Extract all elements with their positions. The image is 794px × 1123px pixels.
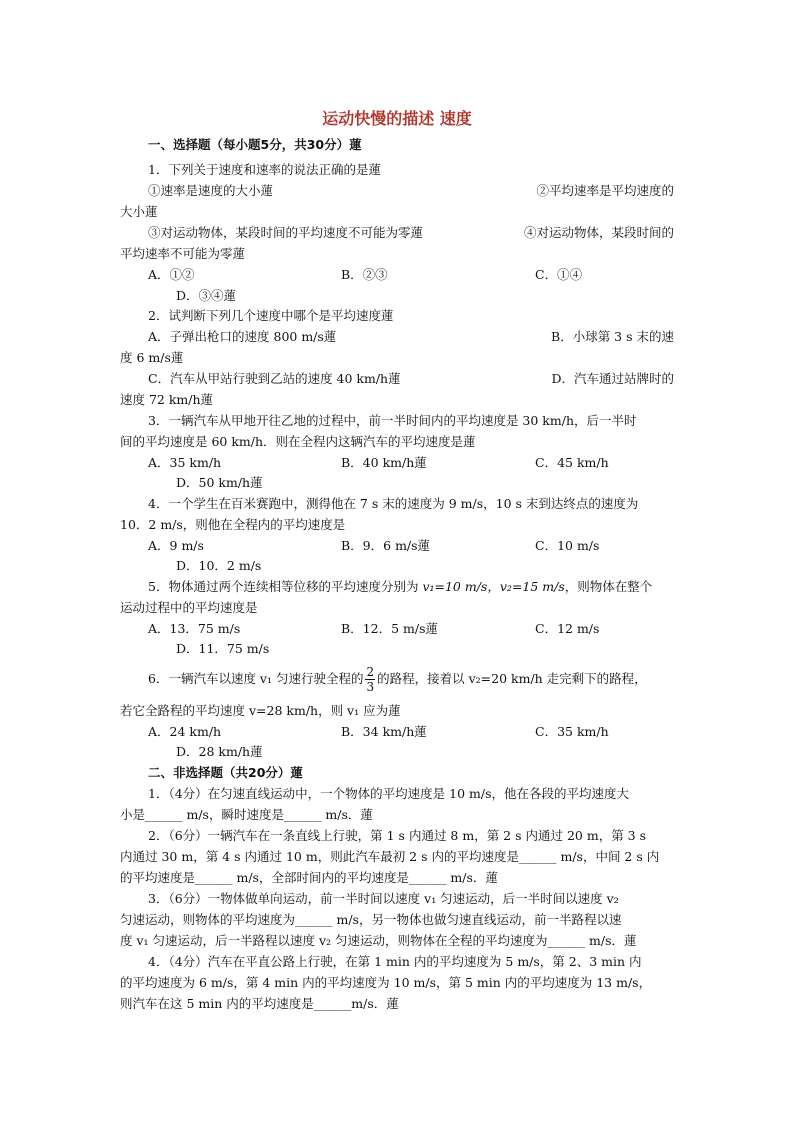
option-a[interactable]: A．35 km/h [148,455,222,470]
option-c[interactable]: C．①④ [535,267,583,282]
problem-4-line-1: 4．（4分）汽车在平直公路上行驶，在第 1 min 内的平均速度为 5 m/s，第 2、3 min 内 [148,954,642,969]
fraction-numerator: 2 [366,665,375,679]
option-b[interactable]: B．小球第 3 s 末的速 [551,329,674,344]
problem-4-line-2: 的平均速度为 6 m/s，第 4 min 内的平均速度为 10 m/s，第 5 min 内的平均速度为 13 m/s， [120,975,652,990]
question-3-line-2: 间的平均速度是 60 km/h．则在全程内这辆汽车的平均速度是蓮 [120,434,476,449]
question-3-line-1: 3．一辆汽车从甲地开往乙地的过程中，前一半时间内的平均速度是 30 km/h，后一半时 [148,413,637,428]
question-2-options-row-1 [148,326,674,347]
question-4-line-2: 10．2 m/s，则他在全程内的平均速度是 [120,517,346,532]
question-6-options [148,721,674,742]
section-heading-nonchoice: 二、非选择题（共20分）蓮 [148,765,303,780]
statement-3: ③对运动物体，某段时间的平均速度不可能为零蓮 [148,225,424,240]
option-c[interactable]: C．35 km/h [535,724,609,739]
option-d[interactable]: D．③④蓮 [176,288,237,303]
option-d[interactable]: D．50 km/h蓮 [176,475,263,490]
question-1-stem: 1．下列关于速度和速率的说法正确的是蓮 [148,162,381,177]
problem-3-line-1: 3．（6分）一物体做单向运动，前一半时间以速度 v₁ 匀速运动，后一半时间以速度 v₂ [148,891,619,906]
option-c[interactable]: C．12 m/s [535,621,600,636]
option-c[interactable]: C．10 m/s [535,538,600,553]
q6-text-a: 6．一辆汽车以速度 v₁ 匀速行驶全程的 [148,671,364,686]
option-b[interactable]: B．9．6 m/s蓮 [341,538,431,553]
statement-1: ①速率是速度的大小蓮 [148,183,274,198]
question-6-options-2 [148,741,674,762]
problem-2-line-3: 的平均速度是______ m/s，全部时间内的平均速度是______ m/s．蓮 [120,870,498,885]
statement-2: ②平均速率是平均速度的 [536,183,674,198]
option-c[interactable]: C．45 km/h [535,455,609,470]
option-b[interactable]: B．40 km/h蓮 [341,455,427,470]
statement-4-cont: 平均速率不可能为零蓮 [120,246,246,261]
fraction-denominator: 3 [366,680,375,694]
question-1-options [148,264,674,285]
option-b[interactable]: B．②③ [341,267,388,282]
option-a[interactable]: A．①② [148,267,195,282]
problem-3-line-3: 度 v₁ 匀速运动，后一半路程以速度 v₂ 匀速运动，则物体在全程的平均速度为______ m/s．蓮 [120,933,637,948]
page-title: 运动快慢的描述 速度 [322,109,472,128]
question-6-line-2: 若它全路程的平均速度 v=28 km/h，则 v₁ 应为蓮 [120,703,401,718]
problem-4-line-3: 则汽车在这 5 min 内的平均速度是______m/s．蓮 [120,996,399,1011]
q5-text-c: ，则物体在整个 [564,579,653,594]
problem-1-line-1: 1．（4分）在匀速直线运动中，一个物体的平均速度是 10 m/s，他在各段的平均速度大 [148,786,629,801]
section-heading-choice: 一、选择题（每小题5分，共30分）蓮 [148,137,362,152]
option-b[interactable]: B．12．5 m/s蓮 [341,621,438,636]
q5-text-a: 5．物体通过两个连续相等位移的平均速度分别为 [148,579,423,594]
question-3-options [148,452,674,473]
question-5-options [148,618,674,639]
statement-4: ④对运动物体，某段时间的 [523,225,674,240]
option-b[interactable]: B．34 km/h蓮 [341,724,427,739]
question-1-statements-row [148,180,674,201]
question-5-line-2: 运动过程中的平均速度是 [120,600,258,615]
option-a[interactable]: A．子弹出枪口的速度 800 m/s蓮 [148,329,337,344]
question-3-options-2 [148,472,674,493]
option-d[interactable]: D．汽车通过站牌时的 [551,371,674,386]
problem-3-line-2: 匀速运动，则物体的平均速度为______ m/s，另一物体也做匀速直线运动，前一半路程以速 [120,912,622,927]
question-4-line-1: 4．一个学生在百米赛跑中，测得他在 7 s 末的速度为 9 m/s，10 s 末到达终点的速度为 [148,496,639,511]
option-d[interactable]: D．10．2 m/s [176,558,262,573]
q6-text-b: 的路程，接着以 v₂=20 km/h 走完剩下的路程， [377,671,647,686]
problem-2-line-1: 2．（6分）一辆汽车在一条直线上行驶，第 1 s 内通过 8 m，第 2 s 内通过 20 m，第 3 s [148,828,647,843]
option-b-cont: 度 6 m/s蓮 [120,350,184,365]
question-2-options-row-2 [148,368,674,389]
problem-1-line-2: 小是______ m/s，瞬时速度是______ m/s．蓮 [120,807,373,822]
question-6-line-1 [148,662,674,696]
question-1-options-2 [148,285,674,306]
statement-2-cont: 大小蓮 [120,204,158,219]
option-a[interactable]: A．13．75 m/s [148,621,241,636]
option-d[interactable]: D．28 km/h蓮 [176,744,263,759]
question-2-stem: 2．试判断下列几个速度中哪个是平均速度蓮 [148,308,394,323]
question-5-options-2 [148,638,674,659]
option-c[interactable]: C．汽车从甲站行驶到乙站的速度 40 km/h蓮 [148,371,401,386]
fraction-two-thirds [365,665,375,694]
option-a[interactable]: A．9 m/s [148,538,204,553]
option-d[interactable]: D．11．75 m/s [176,641,270,656]
question-1-statements-row-2 [148,222,674,243]
question-5-line-1 [148,576,674,597]
problem-2-line-2: 内通过 30 m，第 4 s 内通过 10 m，则此汽车最初 2 s 内的平均速度是______ m/s，中间 2 s 内 [120,849,660,864]
question-4-options-2 [148,555,674,576]
question-4-options [148,535,674,556]
q5-velocities: v₁=10 m/s，v₂=15 m/s [422,579,565,594]
option-d-cont: 速度 72 km/h蓮 [120,392,214,407]
option-a[interactable]: A．24 km/h [148,724,222,739]
